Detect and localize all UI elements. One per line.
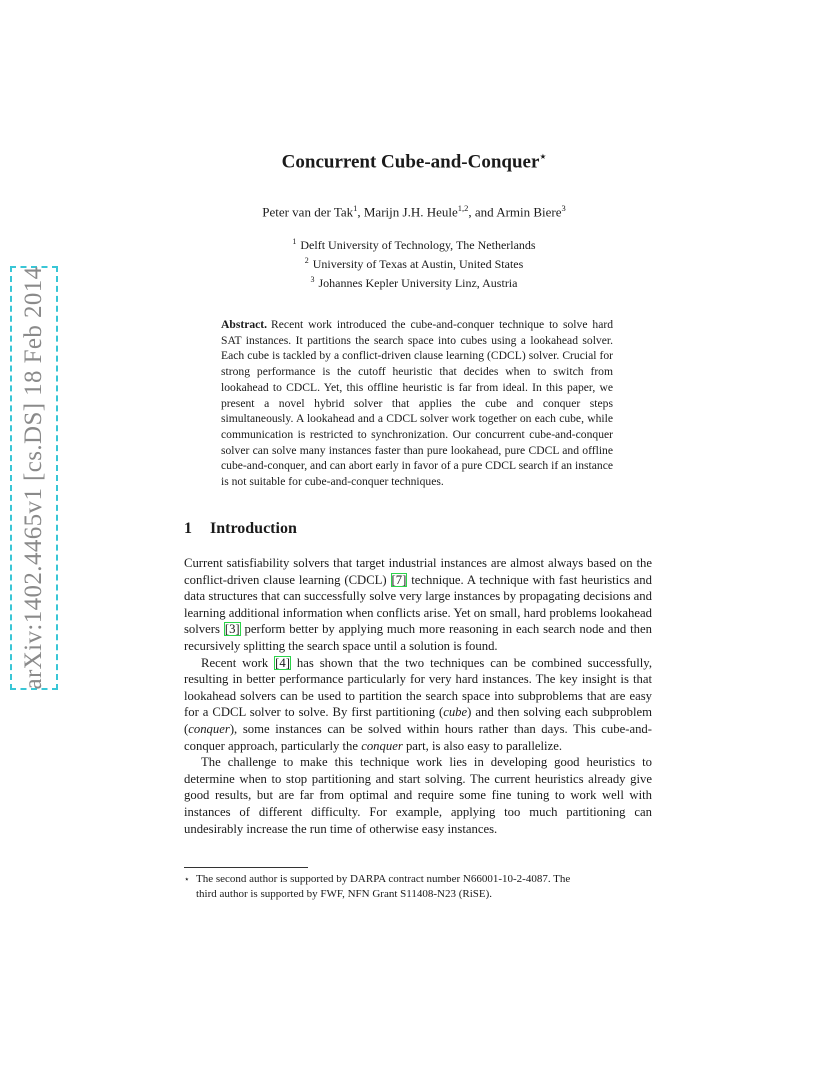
paragraph-text: technique. A technique with fast heuristics and data structures that can successfully solve very large instances by propagating decisions and learning additional information when conflicts arise. Yet on small, hard problems lookahead solvers	[184, 572, 652, 637]
abstract-text: Recent work introduced the cube-and-conquer technique to solve hard SAT instances. It partitions the search space into cubes using a lookahead solver. Each cube is tackled by a conflict-driven clause learning (CDCL) solver. Crucial for strong performance is the cutoff heuristic that decides when to switch from lookahead to CDCL. Yet, this offline heuristic is far from ideal. In this paper, we present a novel hybrid solver that applies the cube and conquer steps simultaneously. A lookahead and a CDCL solver work together on each cube, while communication is restricted to synchronization. Our concurrent cube-and-conquer solver can solve many instances faster than pure lookahead, pure CDCL and offline cube-and-conquer, and can abort early in favor of a pure CDCL search if an instance is not suitable for cube-and-conquer techniques.	[221, 318, 613, 489]
author-affiliation-mark: 3	[561, 203, 566, 213]
affiliation-item	[0, 253, 828, 272]
author-separator: ,	[357, 204, 364, 220]
emphasis-text: conquer	[361, 738, 403, 753]
paragraph	[184, 655, 652, 755]
affiliation-text: Johannes Kepler University Linz, Austria	[318, 276, 518, 290]
affiliation-number: 2	[304, 256, 309, 265]
citation-link[interactable]: [7]	[391, 572, 407, 587]
citation-link[interactable]: [4]	[275, 655, 290, 670]
affiliation-number: 3	[310, 275, 315, 284]
paragraph-text: Current satisfiability solvers that target industrial instances are almost always based on the conflict-driven clause learning (CDCL)	[184, 556, 652, 587]
author-name: Armin Biere	[496, 204, 562, 220]
section-title: Introduction	[210, 520, 297, 537]
paragraph-text: ) and then solving each subproblem (	[184, 705, 652, 736]
author-affiliation-mark: 1	[353, 203, 358, 213]
section-number: 1	[184, 520, 192, 537]
emphasis-text: cube	[443, 705, 468, 720]
author-separator: , and	[468, 204, 497, 220]
paragraph-text: ), some instances can be solved within hours rather than days. This cube-and-conquer approach, particularly the	[184, 721, 652, 753]
affiliation-list	[0, 234, 828, 291]
affiliation-text: University of Texas at Austin, United States	[312, 257, 524, 271]
paragraph-text: Recent work	[201, 655, 275, 670]
title-text: Concurrent Cube-and-Conquer	[281, 151, 540, 173]
paragraph-text: perform better by applying much more reasoning in each search node and then recursively splitting the search space until a solution is found.	[184, 622, 652, 653]
paragraph	[184, 555, 652, 655]
footnote-rule	[184, 867, 308, 868]
footnote-line: third author is supported by FWF, NFN Grant S11408-N23 (RiSE).	[196, 887, 493, 900]
emphasis-text: conquer	[188, 721, 230, 736]
author-name: Marijn J.H. Heule	[363, 204, 458, 220]
affiliation-number: 1	[292, 237, 297, 246]
title-footnote-mark[interactable]: ⋆	[539, 151, 547, 163]
citation-link[interactable]: [3]	[224, 622, 240, 637]
section-body	[184, 555, 652, 837]
abstract	[221, 317, 613, 490]
paragraph-text: part, is also easy to parallelize.	[402, 738, 563, 753]
abstract-label: Abstract.	[221, 318, 268, 331]
affiliation-item	[0, 234, 828, 253]
author-list	[0, 203, 828, 220]
affiliation-item	[0, 272, 828, 291]
page-title	[0, 150, 828, 173]
footnote	[184, 872, 652, 901]
author-affiliation-mark: 1,2	[457, 203, 469, 213]
section-heading	[184, 520, 297, 538]
footnote-text: The second author is supported by DARPA contract number N66001-10-2-4087. The	[196, 873, 571, 885]
footnote-line	[184, 872, 652, 887]
affiliation-text: Delft University of Technology, The Netherlands	[300, 238, 536, 252]
arxiv-identifier[interactable]: arXiv:1402.4465v1 [cs.DS] 18 Feb 2014	[20, 266, 47, 690]
paragraph-text: has shown that the two techniques can be combined successfully, resulting in better performance particularly for very hard instances. The key insight is that lookahead solvers can be used to partition the search space into subproblems that are easy for a CDCL solver to solve. By first partitioning (	[184, 655, 652, 720]
paragraph: The challenge to make this technique work lies in developing good heuristics to determine when to stop partitioning and start solving. The current heuristics already give good results, but are far from optimal and require some fine tuning to work well with instances of different difficulty. For example, applying too much partitioning can undesirably increase the run time of otherwise easy instances.	[184, 755, 652, 836]
author-name: Peter van der Tak	[262, 204, 354, 220]
footnote-mark: ⋆	[184, 874, 190, 884]
